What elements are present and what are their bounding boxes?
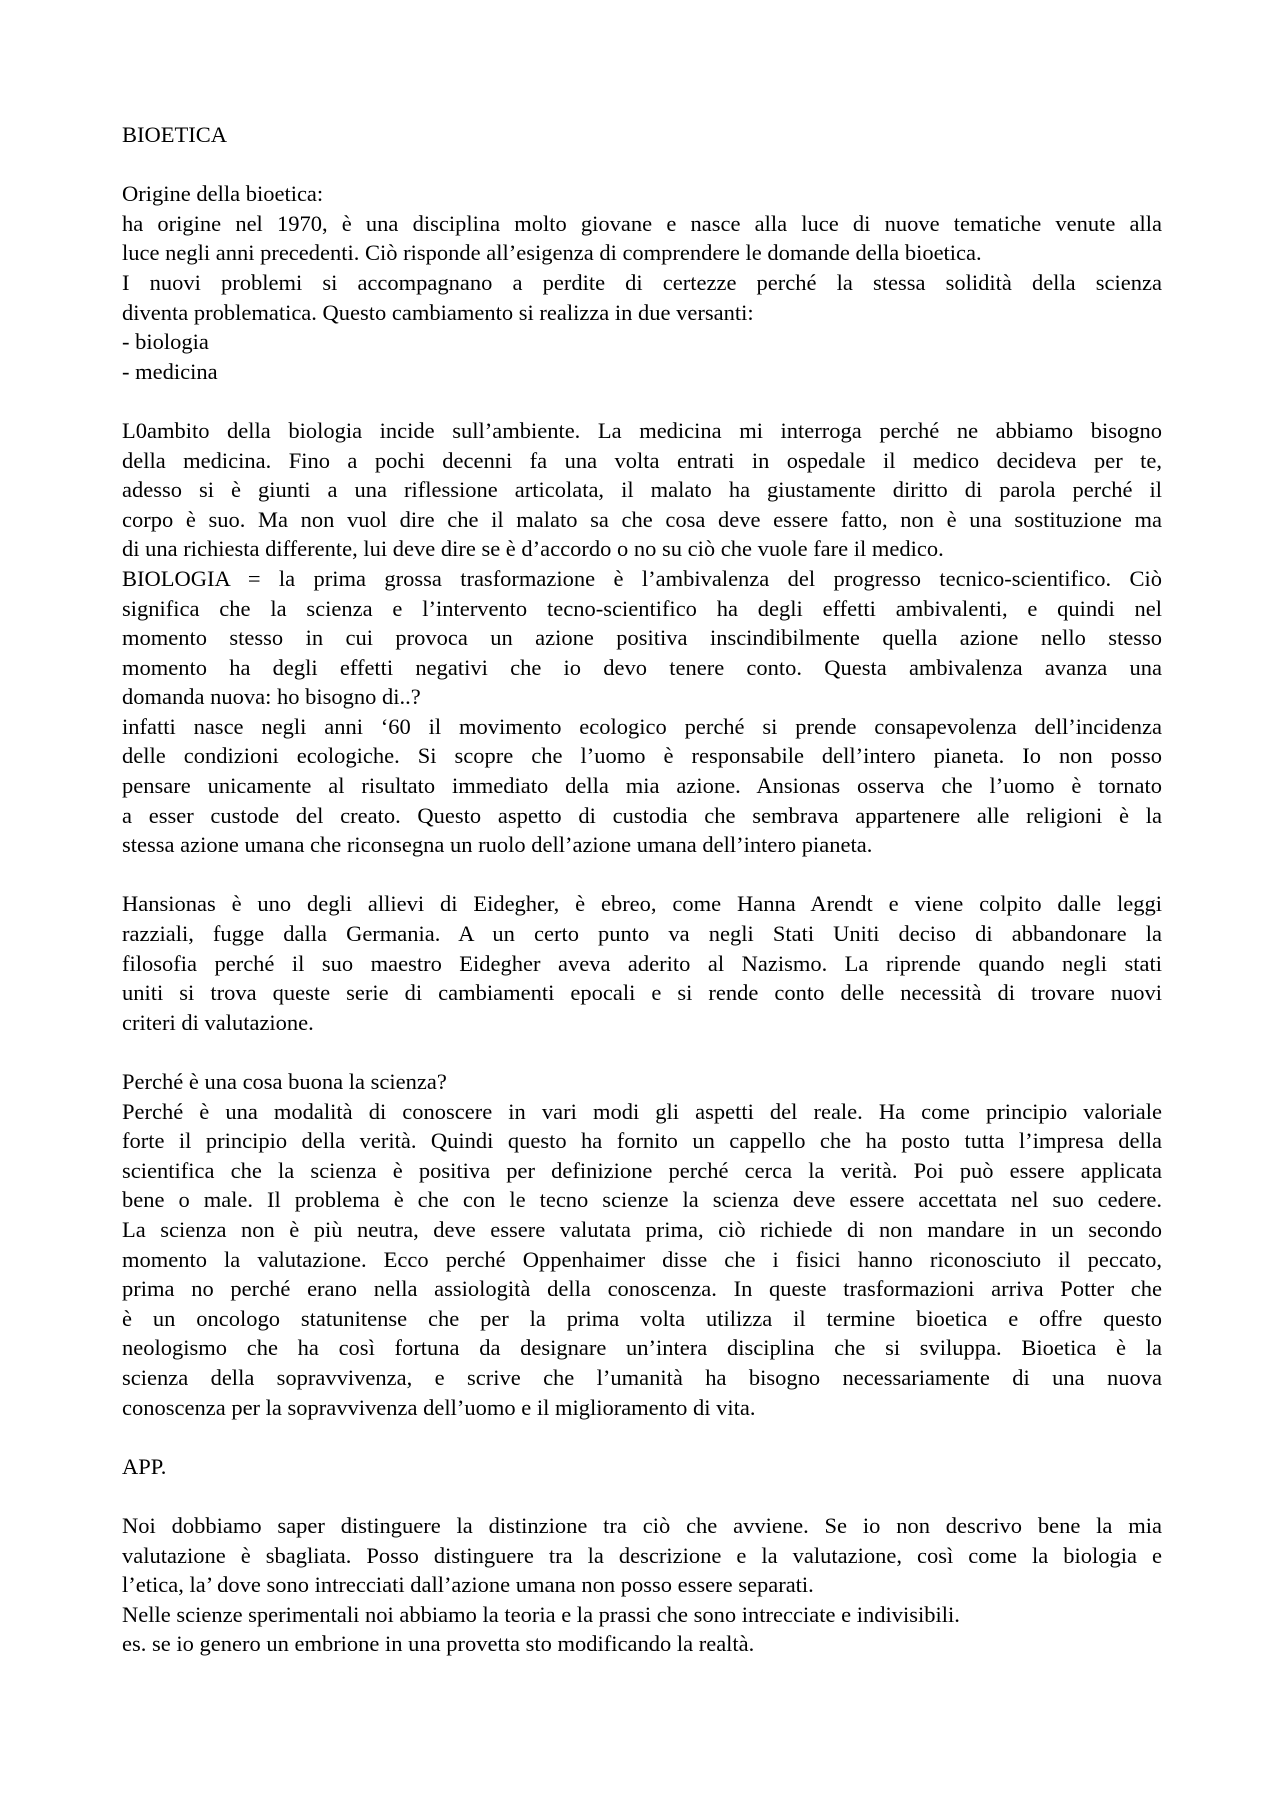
text-line: Nelle scienze sperimentali noi abbiamo la teoria e la prassi che sono intrecciate e indivisibili. (122, 1601, 960, 1627)
text-line: filosofia perché il suo maestro Eidegher aveva aderito al Nazismo. La riprende quando negli stati (122, 950, 1162, 976)
text-line: infatti nasce negli anni ‘60 il movimento ecologico perché si prende consapevolenza dell’incidenza (122, 713, 1162, 739)
paragraph-origine (122, 179, 1162, 386)
text-line: è un oncologo statunitense che per la prima volta utilizza il termine bioetica e offre questo (122, 1305, 1162, 1331)
text-line: - medicina (122, 358, 218, 384)
text-line: La scienza non è più neutra, deve essere valutata prima, ciò richiede di non mandare in un secondo (122, 1216, 1162, 1242)
text-line: es. se io genero un embrione in una provetta sto modificando la realtà. (122, 1631, 755, 1657)
text-line: BIOLOGIA = la prima grossa trasformazione è l’ambivalenza del progresso tecnico-scientifico. Ciò (122, 565, 1162, 591)
text-line: l’etica, la’ dove sono intrecciati dall’azione umana non posso essere separati. (122, 1572, 814, 1598)
text-line: Perché è una cosa buona la scienza? (122, 1069, 447, 1094)
text-line: forte il principio della verità. Quindi questo ha fornito un cappello che ha posto tutta l’impresa della (122, 1128, 1162, 1154)
text-line: scienza della sopravvivenza, e scrive che l’umanità ha bisogno necessariamente di una nuova (122, 1364, 1162, 1390)
text-line: razziali, fugge dalla Germania. A un certo punto va negli Stati Uniti deciso di abbandonare la (122, 921, 1162, 947)
text-line: delle condizioni ecologiche. Si scopre che l’uomo è responsabile dell’intero pianeta. Io non posso (122, 743, 1162, 769)
paragraph-spacer (122, 386, 1162, 416)
document-page (122, 120, 1162, 1659)
text-line: conoscenza per la sopravvivenza dell’uomo e il miglioramento di vita. (122, 1394, 756, 1420)
text-line: I nuovi problemi si accompagnano a perdite di certezze perché la stessa solidità della scienza (122, 269, 1162, 295)
text-line: Origine della bioetica: (122, 181, 324, 207)
text-line: scientifica che la scienza è positiva per definizione perché cerca la verità. Poi può essere applicata (122, 1157, 1162, 1183)
text-line: prima no perché erano nella assiologità della conoscenza. In queste trasformazioni arriva Potter che (122, 1276, 1162, 1302)
text-line: diventa problematica. Questo cambiamento si realizza in due versanti: (122, 299, 754, 325)
text-line: valutazione è sbagliata. Posso distinguere tra la descrizione e la valutazione, così come la biologia e (122, 1542, 1162, 1568)
text-line: corpo è suo. Ma non vuol dire che il malato sa che cosa deve essere fatto, non è una sostituzione ma (122, 506, 1162, 532)
text-line: Noi dobbiamo saper distinguere la distinzione tra ciò che avviene. Se io non descrivo bene la mia (122, 1512, 1162, 1538)
text-line: Perché è una modalità di conoscere in vari modi gli aspetti del reale. Ha come principio valoriale (122, 1098, 1162, 1124)
text-line: criteri di valutazione. (122, 1009, 314, 1035)
text-line: luce negli anni precedenti. Ciò risponde all’esigenza di comprendere le domande della bioetica. (122, 240, 982, 266)
text-line: di una richiesta differente, lui deve dire se è d’accordo o no su ciò che vuole fare il medico. (122, 536, 944, 562)
text-line: uniti si trova queste serie di cambiamenti epocali e si rende conto delle necessità di trovare nuovi (122, 980, 1162, 1006)
paragraph-spacer (122, 1422, 1162, 1452)
paragraph-spacer (122, 1481, 1162, 1511)
paragraph-hansionas (122, 889, 1162, 1037)
text-line: L0ambito della biologia incide sull’ambiente. La medicina mi interroga perché ne abbiamo bisogno (122, 417, 1162, 443)
text-line: momento la valutazione. Ecco perché Oppenhaimer disse che i fisici hanno riconosciuto il peccato, (122, 1246, 1162, 1272)
text-line: della medicina. Fino a pochi decenni fa una volta entrati in ospedale il medico decideva per te, (122, 447, 1162, 473)
text-line: momento ha degli effetti negativi che io devo tenere conto. Questa ambivalenza avanza una (122, 654, 1162, 680)
paragraph-ambito (122, 416, 1162, 860)
paragraph-distinzione (122, 1511, 1162, 1659)
text-line: - biologia (122, 329, 209, 355)
document-title: BIOETICA (122, 122, 227, 147)
text-line: stessa azione umana che riconsegna un ruolo dell’azione umana dell’intero pianeta. (122, 832, 873, 858)
paragraph-app (122, 1452, 1162, 1482)
text-line: momento stesso in cui provoca un azione positiva inscindibilmente quella azione nello stesso (122, 625, 1162, 651)
text-line: a esser custode del creato. Questo aspetto di custodia che sembrava appartenere alle religioni è la (122, 802, 1162, 828)
text-line: adesso si è giunti a una riflessione articolata, il malato ha giustamente diritto di parola perché il (122, 477, 1162, 503)
paragraph-scienza (122, 1067, 1162, 1422)
text-line: bene o male. Il problema è che con le tecno scienze la scienza deve essere accettata nel suo cedere. (122, 1187, 1162, 1213)
paragraph-spacer (122, 860, 1162, 890)
text-line: APP. (122, 1453, 167, 1479)
text-line: ha origine nel 1970, è una disciplina molto giovane e nasce alla luce di nuove tematiche venute alla (122, 210, 1162, 236)
document-body (122, 179, 1162, 1659)
text-line: domanda nuova: ho bisogno di..? (122, 684, 421, 710)
text-line: neologismo che ha così fortuna da designare un’intera disciplina che si sviluppa. Bioetica è la (122, 1335, 1162, 1361)
text-line: significa che la scienza e l’intervento tecno-scientifico ha degli effetti ambivalenti, e quindi nel (122, 595, 1162, 621)
paragraph-spacer (122, 1037, 1162, 1067)
text-line: pensare unicamente al risultato immediato della mia azione. Ansionas osserva che l’uomo è tornato (122, 773, 1162, 799)
text-line: Hansionas è uno degli allievi di Eidegher, è ebreo, come Hanna Arendt e viene colpito dalle leggi (122, 891, 1162, 917)
paragraph-spacer (122, 150, 1162, 180)
